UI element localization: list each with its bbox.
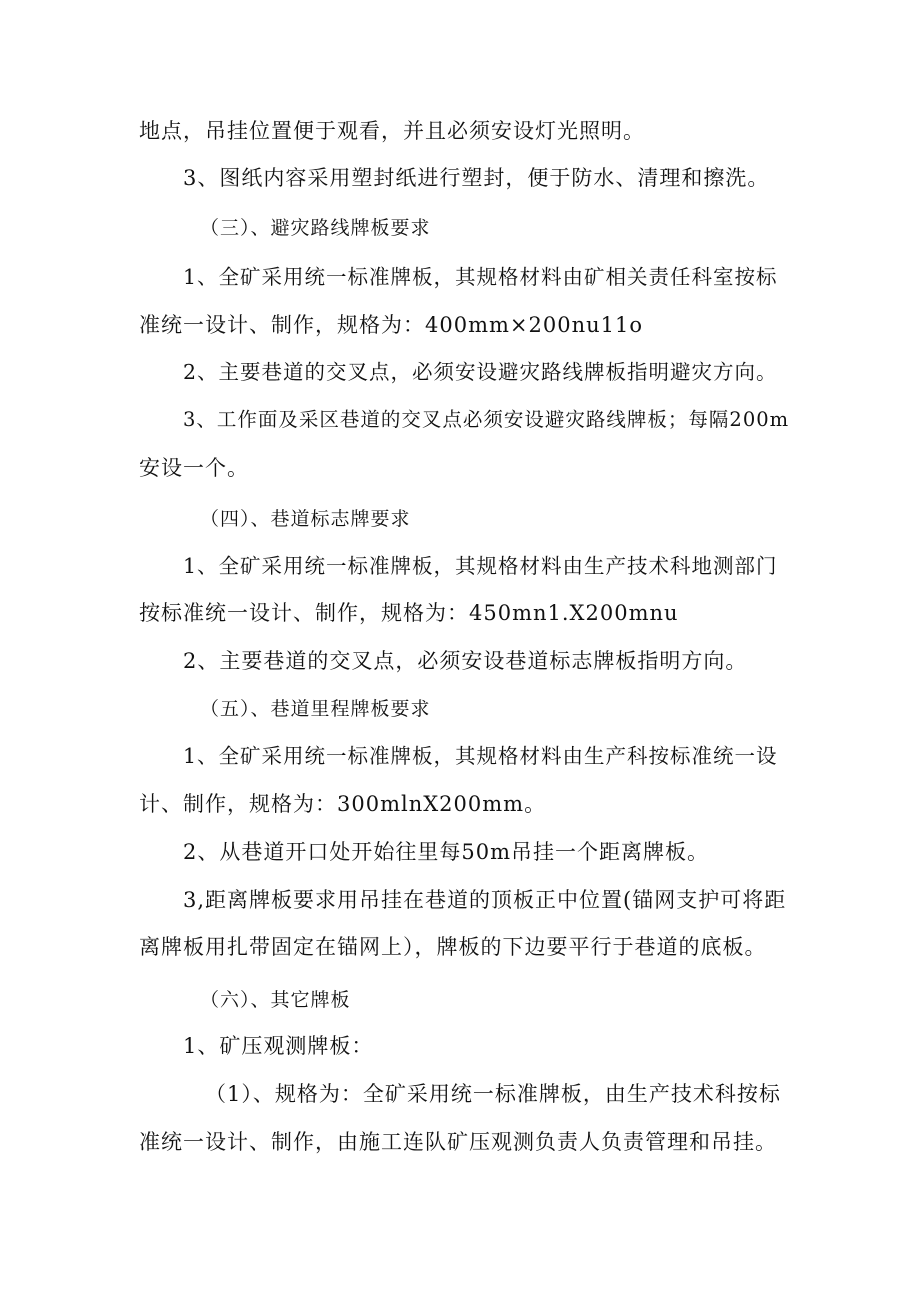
text-line-22: 准统一设计、制作，由施工连队矿压观测负责人负责管理和吊挂。 [139,1130,777,1154]
text-line-2: 3、图纸内容采用塑封纸进行塑封，便于防水、清理和擦洗。 [183,166,770,190]
section-heading-6: （六）、其它牌板 [200,989,351,1011]
text-line-17: 3,距离牌板要求用吊挂在巷道的顶板正中位置(锚网支护可将距 [183,888,787,912]
text-line-21: （1）、规格为：全矿采用统一标准牌板，由生产技术科按标 [205,1082,781,1106]
text-line-15: 计、制作，规格为：300mlnX200mm。 [139,792,547,816]
text-line-8: 安设一个。 [139,456,249,480]
text-line-18: 离牌板用扎带固定在锚网上），牌板的下边要平行于巷道的底板。 [139,935,767,959]
section-heading-3: （三）、避灾路线牌板要求 [200,217,431,239]
text-line-10: 1、全矿采用统一标准牌板，其规格材料由生产技术科地测部门 [183,554,778,578]
text-line-6: 2、主要巷道的交叉点，必须安设避灾路线牌板指明避灾方向。 [183,360,778,384]
text-line-1: 地点，吊挂位置便于观看，并且必须安设灯光照明。 [139,119,645,143]
section-heading-5: （五）、巷道里程牌板要求 [200,698,431,720]
text-line-14: 1、全矿采用统一标准牌板，其规格材料由生产科按标准统一设 [183,744,778,768]
text-line-12: 2、主要巷道的交叉点，必须安设巷道标志牌板指明方向。 [183,649,748,673]
text-line-11: 按标准统一设计、制作，规格为：450mn1.X200mnu [139,601,679,625]
text-line-16: 2、从巷道开口处开始往里每50m吊挂一个距离牌板。 [183,840,709,864]
text-line-7: 3、工作面及采区巷道的交叉点必须安设避灾路线牌板；每隔200m [183,408,790,431]
text-line-4: 1、全矿采用统一标准牌板，其规格材料由矿相关责任科室按标 [183,265,778,289]
text-line-5: 准统一设计、制作，规格为：400mm×200nu11o [139,313,644,337]
section-heading-4: （四）、巷道标志牌要求 [200,508,411,530]
text-line-20: 1、矿压观测牌板： [183,1034,374,1058]
